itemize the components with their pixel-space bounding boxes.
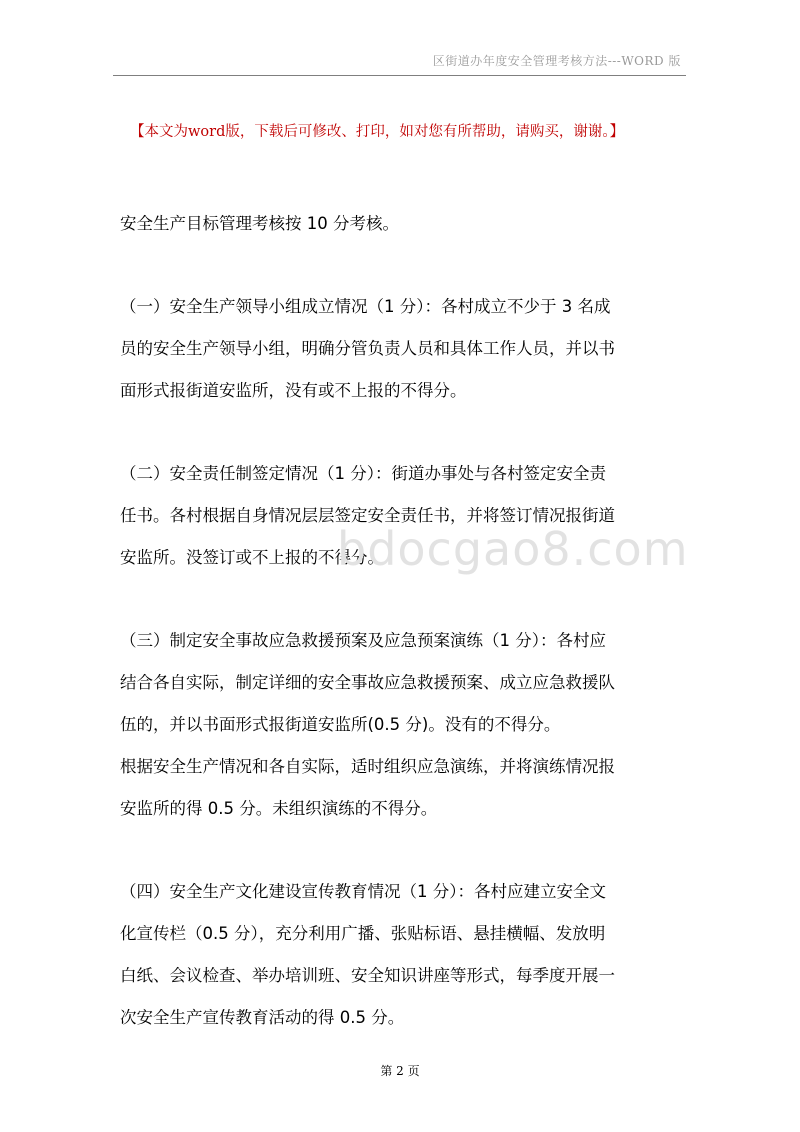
section-4-line-1: （四）安全生产文化建设宣传教育情况（1 分）：各村应建立安全文 (120, 882, 606, 901)
section-2-line-1: （二）安全责任制签定情况（1 分）：街道办事处与各村签定安全责 (120, 464, 606, 483)
intro-paragraph: 安全生产目标管理考核按 10 分考核。 (120, 214, 399, 233)
section-3-line-3: 伍的，并以书面形式报街道安监所(0.5 分)。没有的不得分。 (120, 715, 561, 734)
running-header: 区街道办年度安全管理考核方法---WORD 版 (432, 54, 681, 68)
watermark-text: bdocgao8.com (337, 522, 689, 576)
section-3-line-4: 根据安全生产情况和各自实际，适时组织应急演练，并将演练情况报 (120, 757, 615, 776)
page-number: 第 2 页 (380, 1064, 420, 1078)
section-2-line-2: 任书。各村根据自身情况层层签定安全责任书，并将签订情况报街道 (120, 506, 615, 525)
header-divider (113, 75, 686, 76)
section-1-line-3: 面形式报街道安监所，没有或不上报的不得分。 (120, 381, 467, 400)
section-3-line-5: 安监所的得 0.5 分。未组织演练的不得分。 (120, 799, 438, 818)
section-1-line-2: 员的安全生产领导小组，明确分管负责人员和具体工作人员，并以书 (120, 339, 615, 358)
purchase-notice: 【本文为word版，下载后可修改、打印，如对您有所帮助，请购买，谢谢。】 (130, 124, 625, 140)
section-3-line-1: （三）制定安全事故应急救援预案及应急预案演练（1 分）：各村应 (120, 631, 606, 650)
section-4-line-2: 化宣传栏（0.5 分），充分利用广播、张贴标语、悬挂横幅、发放明 (120, 924, 606, 943)
section-4-line-3: 白纸、会议检查、举办培训班、安全知识讲座等形式，每季度开展一 (120, 966, 615, 985)
section-3-line-2: 结合各自实际，制定详细的安全事故应急救援预案、成立应急救援队 (120, 673, 615, 692)
section-1-line-1: （一）安全生产领导小组成立情况（1 分）：各村成立不少于 3 名成 (120, 297, 611, 316)
section-4-line-4: 次安全生产宣传教育活动的得 0.5 分。 (120, 1008, 405, 1027)
section-2-line-3: 安监所。没签订或不上报的不得分。 (120, 548, 384, 567)
